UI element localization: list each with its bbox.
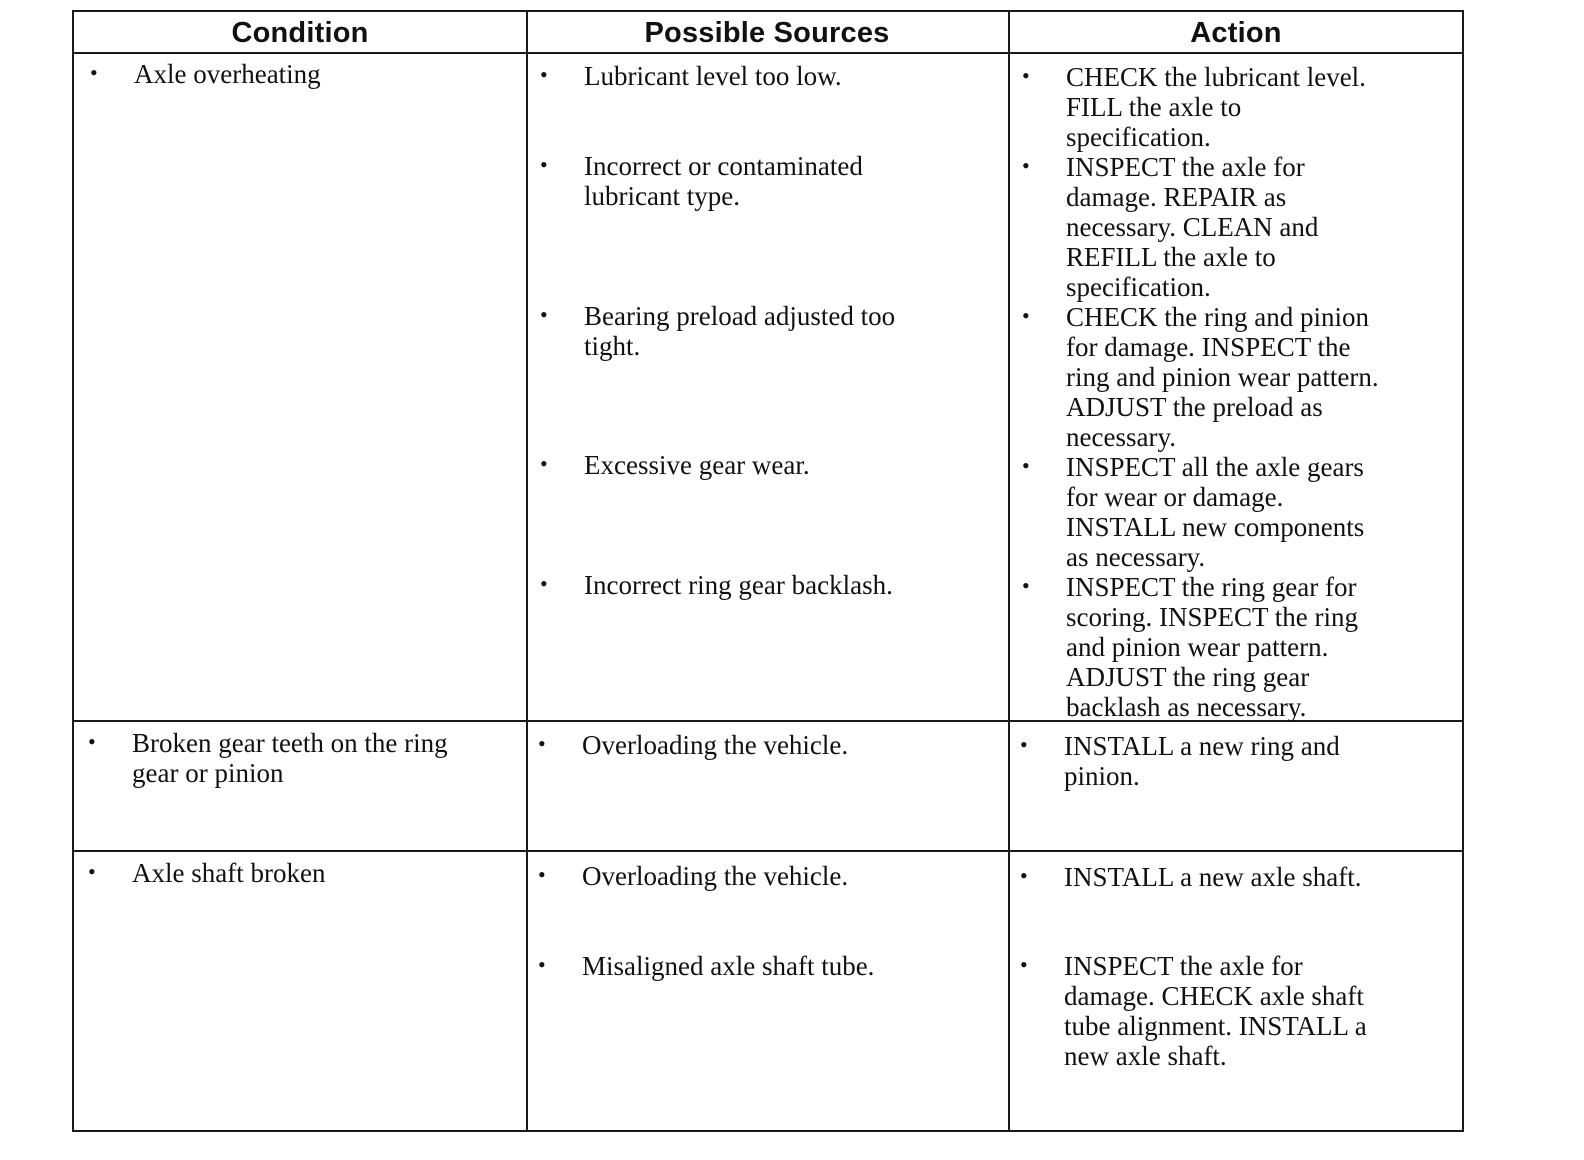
cell-text-line: INSPECT the axle for: [1066, 152, 1305, 182]
bullet: •: [540, 302, 548, 327]
bullet: •: [1020, 952, 1028, 977]
bullet: •: [540, 451, 548, 476]
bullet: •: [1020, 732, 1028, 757]
cell-text: [1066, 62, 1366, 152]
bullet: •: [1022, 63, 1030, 88]
cell-text-line: ring and pinion wear pattern.: [1066, 362, 1379, 392]
cell-text-line: as necessary.: [1066, 542, 1206, 572]
cell-text-line: for damage. INSPECT the: [1066, 332, 1351, 362]
bullet: •: [538, 862, 546, 887]
cell-text-line: specification.: [1066, 272, 1211, 302]
cell-text-line: Axle overheating: [134, 59, 321, 89]
cell-text: [584, 450, 810, 480]
bullet: •: [1020, 863, 1028, 888]
cell-text-line: Axle shaft broken: [132, 858, 326, 888]
cell-text-line: Bearing preload adjusted too: [584, 301, 896, 331]
bullet: •: [540, 152, 548, 177]
cell-text-line: ADJUST the preload as: [1066, 392, 1323, 422]
cell-text-line: tube alignment. INSTALL a: [1064, 1011, 1367, 1041]
cell-text-line: damage. REPAIR as: [1066, 182, 1287, 212]
bullet: •: [1022, 303, 1030, 328]
cell-text: [582, 951, 874, 981]
cell-text-line: Incorrect ring gear backlash.: [584, 570, 893, 600]
cell-text-line: Overloading the vehicle.: [582, 861, 849, 891]
cell-text: [132, 728, 448, 788]
diagnosis-table: [72, 10, 1464, 1132]
cell-text-line: backlash as necessary.: [1066, 692, 1307, 722]
header-condition: Condition: [231, 16, 369, 49]
bullet: •: [538, 731, 546, 756]
bullet: •: [88, 859, 96, 884]
bullet: •: [88, 729, 96, 754]
cell-text-line: ADJUST the ring gear: [1066, 662, 1310, 692]
cell-text-line: Excessive gear wear.: [584, 450, 810, 480]
bullet: •: [1022, 453, 1030, 478]
cell-text: [584, 301, 895, 361]
cell-text: [1064, 731, 1340, 791]
cell-text-line: for wear or damage.: [1066, 482, 1284, 512]
cell-text: [582, 861, 848, 891]
cell-text-line: Overloading the vehicle.: [582, 730, 849, 760]
cell-text: [1064, 862, 1362, 892]
cell-text-line: INSTALL new components: [1066, 512, 1365, 542]
cell-text: [584, 61, 842, 91]
cell-text: [134, 59, 321, 89]
cell-text-line: lubricant type.: [584, 181, 740, 211]
cell-text-line: and pinion wear pattern.: [1066, 632, 1329, 662]
bullet: •: [540, 571, 548, 596]
cell-text-line: tight.: [584, 331, 641, 361]
cell-text-line: pinion.: [1064, 761, 1140, 791]
cell-text: [1066, 452, 1364, 572]
cell-text-line: necessary. CLEAN and: [1066, 212, 1319, 242]
cell-text-line: INSPECT the ring gear for: [1066, 572, 1357, 602]
cell-text-line: necessary.: [1066, 422, 1176, 452]
cell-text-line: Broken gear teeth on the ring: [132, 728, 448, 758]
cell-text-line: gear or pinion: [132, 758, 284, 788]
bullet: •: [1022, 573, 1030, 598]
cell-text-line: INSPECT all the axle gears: [1066, 452, 1364, 482]
bullet: •: [540, 62, 548, 87]
cell-text-line: damage. CHECK axle shaft: [1064, 981, 1364, 1011]
cell-text-line: FILL the axle to: [1066, 92, 1242, 122]
cell-text-line: CHECK the lubricant level.: [1066, 62, 1366, 92]
cell-text-line: CHECK the ring and pinion: [1066, 302, 1369, 332]
row-divider: [74, 850, 1462, 852]
cell-text: [1066, 572, 1358, 722]
cell-text-line: scoring. INSPECT the ring: [1066, 602, 1358, 632]
cell-text-line: new axle shaft.: [1064, 1041, 1227, 1071]
cell-text: [132, 858, 325, 888]
cell-text: [1066, 302, 1379, 452]
bullet: •: [1022, 153, 1030, 178]
cell-text: [1064, 951, 1367, 1071]
cell-text-line: REFILL the axle to: [1066, 242, 1276, 272]
cell-text: [584, 570, 893, 600]
cell-text-line: INSPECT the axle for: [1064, 951, 1303, 981]
column-divider: [526, 12, 528, 1130]
bullet: •: [538, 952, 546, 977]
cell-text-line: specification.: [1066, 122, 1211, 152]
cell-text-line: INSTALL a new ring and: [1064, 731, 1340, 761]
column-divider: [1008, 12, 1010, 1130]
header-action: Action: [1190, 16, 1282, 49]
cell-text-line: Lubricant level too low.: [584, 61, 842, 91]
cell-text: [582, 730, 848, 760]
cell-text-line: Incorrect or contaminated: [584, 151, 863, 181]
bullet: •: [90, 60, 98, 85]
cell-text: [584, 151, 863, 211]
cell-text-line: Misaligned axle shaft tube.: [582, 951, 875, 981]
cell-text-line: INSTALL a new axle shaft.: [1064, 862, 1362, 892]
cell-text: [1066, 152, 1318, 302]
header-possible-sources: Possible Sources: [644, 16, 890, 49]
